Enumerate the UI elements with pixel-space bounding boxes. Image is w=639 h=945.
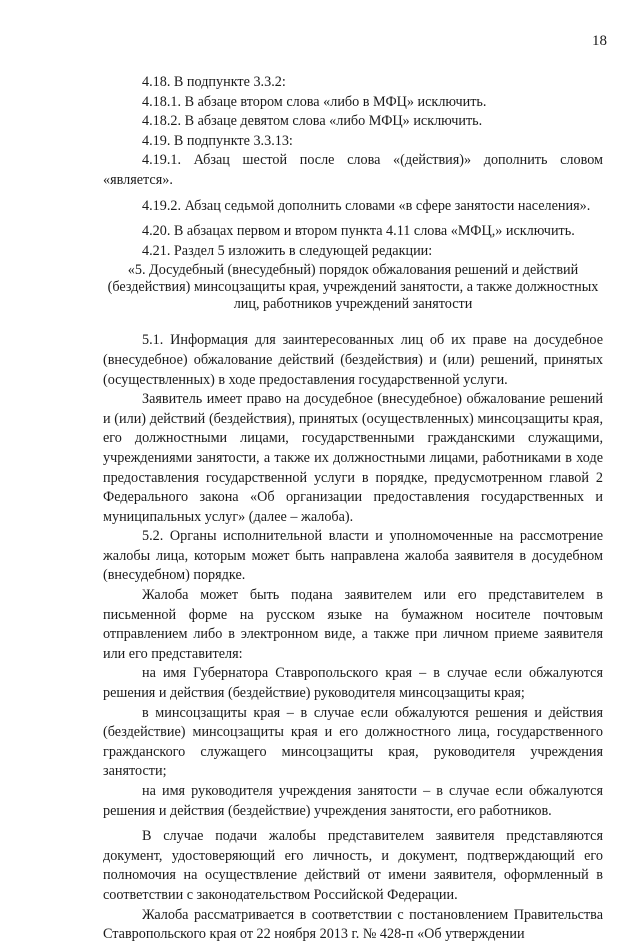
amendment-4-19: 4.19. В подпункте 3.3.13: — [142, 132, 293, 149]
document-text — [103, 73, 603, 945]
amendment-4-18: 4.18. В подпункте 3.3.2: — [142, 74, 286, 90]
body-paragraph: 5.2. Органы исполнительной власти и уполномоченные на рассмотрение жалобы лица, которым может быть направлена жалоба заявителя в досудебном (внесудебном) порядке. — [103, 528, 603, 584]
body-paragraph: Заявитель имеет право на досудебное (внесудебное) обжалование решений и (или) действий (бездействия), принятых (осуществленных) минсоцзащиты края, его должностными лицами, государственными гражданскими служащими, учреждениями занятости, а также их должностными лицами, работниками в ходе предоставления государственной услуги в порядке, предусмотренном главой 2 Федерального закона «Об организации предоставления государственных и муниципальных услуг» (далее – жалоба). — [103, 391, 603, 525]
body-paragraph: В случае подачи жалобы представителем заявителя представляются документ, удостоверяющий его личность, и документ, подтверждающий его полномочия на осуществление действий от имени заявителя, оформленный в соответствии с законодательством Российской Федерации. — [103, 828, 603, 903]
amendment-4-19-1: 4.19.1. Абзац шестой после слова «(действия)» дополнить словом «является». — [103, 152, 603, 188]
body-paragraph: на имя Губернатора Ставропольского края – в случае если обжалуются решения и действия (бездействие) руководителя минсоцзащиты края; — [103, 665, 603, 702]
amendment-4-18-1: 4.18.1. В абзаце втором слова «либо в МФЦ» исключить. — [142, 93, 487, 110]
body-paragraph: на имя руководителя учреждения занятости – в случае если обжалуются решения и действия (бездействие) учреждения занятости, его работников. — [103, 783, 603, 819]
page-number: 18 — [592, 33, 607, 49]
amendment-4-19-2: 4.19.2. Абзац седьмой дополнить словами «в сфере занятости населения». — [142, 197, 591, 214]
body-paragraph: 5.1. Информация для заинтересованных лиц об их праве на досудебное (внесудебное) обжалование действий (бездействия) и (или) решений, принятых (осуществленных) в ходе предоставления государственной услуги. — [103, 332, 603, 388]
section-5-title: «5. Досудебный (внесудебный) порядок обжалования решений и действий (бездействия) минсоцзащиты края, учреждений занятости, а также должностных лиц, работников учреждений занятости — [107, 262, 599, 313]
body-paragraph: Жалоба может быть подана заявителем или его представителем в письменной форме на русском языке на бумажном носителе почтовым отправлением либо в электронном виде, а также при личном приеме заявителя или его представителя: — [103, 587, 603, 662]
amendment-4-21: 4.21. Раздел 5 изложить в следующей редакции: — [142, 242, 433, 259]
body-paragraph: Жалоба рассматривается в соответствии с постановлением Правительства Ставропольского края от 22 ноября 2013 г. № 428-п «Об утверждении — [103, 906, 603, 943]
amendment-4-20: 4.20. В абзацах первом и втором пункта 4.11 слова «МФЦ,» исключить. — [142, 223, 575, 240]
body-paragraph: в минсоцзащиты края – в случае если обжалуются решения и действия (бездействие) минсоцзащиты края и его должностного лица, государственного гражданского служащего минсоцзащиты края, руководителя учреждения занятости; — [103, 704, 603, 780]
amendment-4-18-2: 4.18.2. В абзаце девятом слова «либо МФЦ» исключить. — [142, 113, 483, 130]
